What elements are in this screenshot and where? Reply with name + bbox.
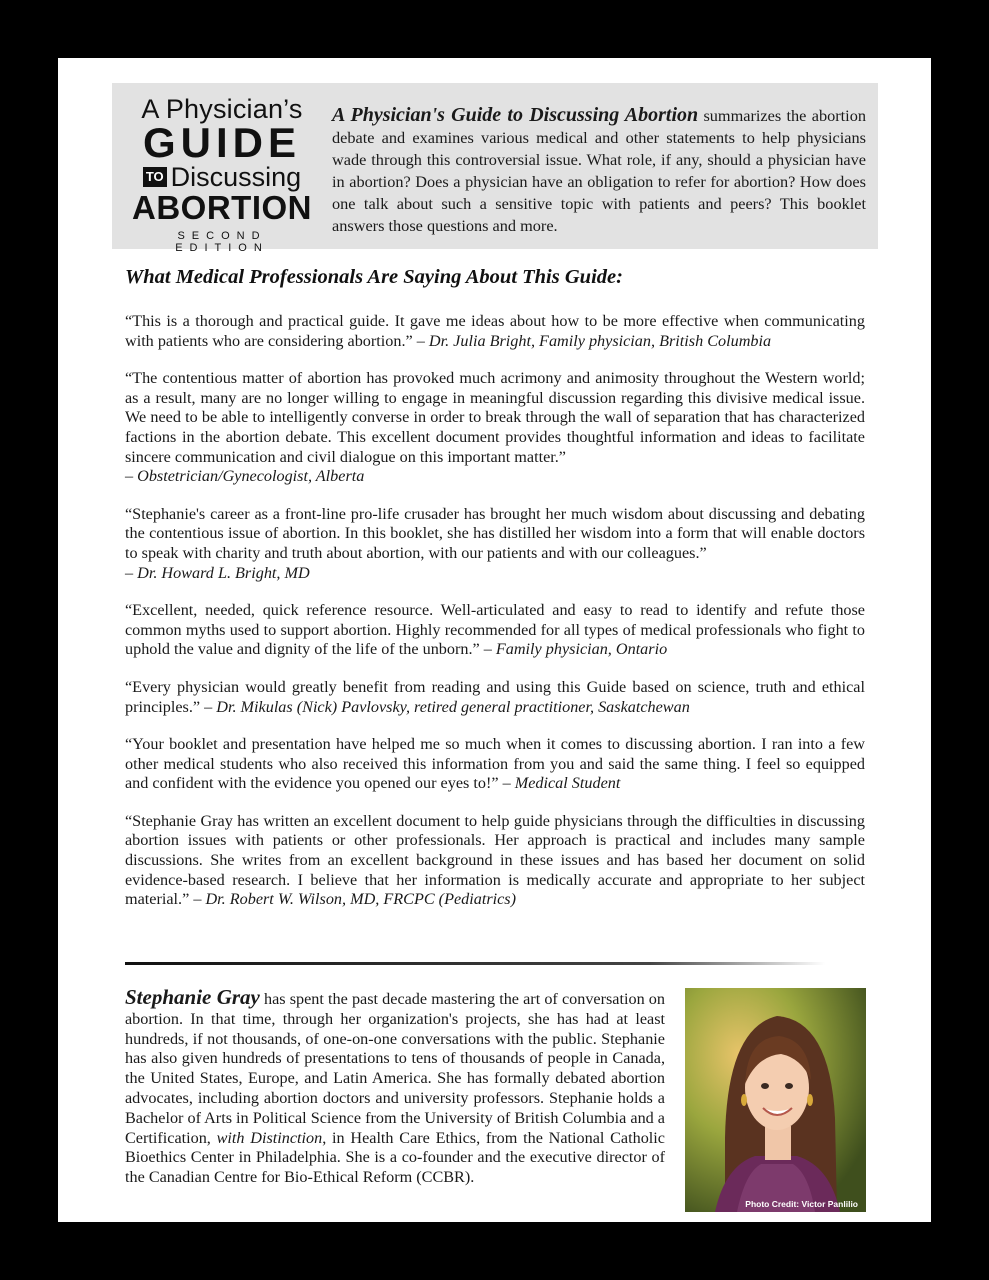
testimonial: [125, 678, 865, 717]
testimonial: [125, 735, 865, 794]
logo-edition: SECOND EDITION: [175, 230, 269, 254]
quote-attribution: – Obstetrician/Gynecologist, Alberta: [125, 467, 365, 486]
logo-line-2: GUIDE: [142, 119, 301, 166]
bio-text-1: has spent the past decade mastering the art of conversation on abortion. In that time, through her organization's projects, she has had at least hundreds, if not thousands, of one-on-one conversations with the public. Stephanie has also given hundreds of presentations to tens of thousands of people in Canada, the United States, Europe, and Latin America. She has formally debated abortion advocates, including abortion doctors and university professors. Stephanie holds a Bachelor of Arts in Political Science from the University of British Columbia and a Certification,: [125, 990, 665, 1147]
logo-to-badge: TO: [143, 167, 167, 187]
testimonial: [125, 505, 865, 583]
logo-line-1: A Physician’s: [141, 94, 303, 124]
quote-attribution: – Dr. Robert W. Wilson, MD, FRCPC (Pediatrics): [193, 890, 516, 909]
quote-text: “This is a thorough and practical guide. It gave me ideas about how to be more effective when communicating with patients who are considering abortion.”: [125, 312, 865, 350]
quote-attribution: – Dr. Howard L. Bright, MD: [125, 563, 310, 582]
logo-discussing: Discussing: [170, 162, 302, 192]
bio-emphasis: with Distinction: [216, 1128, 323, 1147]
quote-text: “Stephanie's career as a front-line pro-life crusader has brought her much wisdom about discussing and debating the contentious issue of abortion. In this booklet, she has distilled her wisdom into a form that will enable doctors to speak with charity and truth about abortion, with our patients and with our colleagues.”: [125, 504, 865, 562]
quote-text: “Stephanie Gray has written an excellent document to help guide physicians through the difficulties in discussing abortion issues with patients or other professionals. Her approach is practical and includes many sample discussions. She writes from an excellent background in these issues and has based her document on solid evidence-based research. I believe that her information is medically accurate and appropriate to her subject material.”: [125, 811, 865, 909]
logo-line-3: [128, 162, 316, 192]
quote-text: “The contentious matter of abortion has provoked much acrimony and animosity throughout the Western world; as a result, many are no longer willing to engage in meaningful discussion regarding this divisive medical issue. We need to be able to intelligently converse in order to break through the wall of separation that has characterized factions in the abortion debate. This excellent document provides thoughtful information and ideas to facilitate sincere communication and civil dialogue on this important matter.”: [125, 369, 865, 466]
quote-text: “Your booklet and presentation have helped me so much when it comes to discussing abortion. I ran into a few other medical students who also received this information from you and said the same thing. I feel so equipped and confident with the evidence you opened our eyes to!”: [125, 735, 865, 793]
testimonial: [125, 812, 865, 910]
testimonial: [125, 312, 865, 351]
quote-attribution: – Dr. Julia Bright, Family physician, British Columbia: [416, 331, 772, 350]
quote-attribution: – Family physician, Ontario: [483, 640, 668, 659]
author-bio: [125, 985, 665, 1188]
logo-line-4: ABORTION: [132, 189, 312, 226]
intro-book-title: A Physician's Guide to Discussing Abortion: [332, 104, 699, 126]
intro-text: summarizes the abortion debate and examines various medical and other statements to help physicians wade through this controversial issue. What role, if any, should a physician have in abortion? Does a physician have an obligation to refer for abortion? How does one talk about such a sensitive topic with patients and peers? This booklet answers those questions and more.: [332, 106, 866, 235]
quote-text: “Excellent, needed, quick reference resource. Well-articulated and easy to read to identify and refute those common myths used to support abortion. Highly recommended for all types of medical professionals who fight to uphold the value and dignity of the life of the unborn.”: [125, 601, 865, 659]
author-name: Stephanie Gray: [125, 985, 260, 1009]
quote-attribution: – Dr. Mikulas (Nick) Pavlovsky, retired general practitioner, Saskatchewan: [204, 697, 690, 716]
quote-attribution: – Medical Student: [502, 774, 621, 793]
testimonial: [125, 369, 865, 487]
section-title: What Medical Professionals Are Saying About This Guide:: [125, 266, 623, 288]
testimonial: [125, 601, 865, 660]
book-logo: [128, 94, 316, 254]
photo-credit: Photo Credit: Victor Panlilio: [745, 1199, 858, 1209]
intro-paragraph: [332, 104, 866, 237]
testimonials-list: [125, 312, 865, 928]
section-divider: [125, 962, 825, 965]
quote-text: “Every physician would greatly benefit from reading and using this Guide based on science, truth and ethical principles.”: [125, 677, 865, 716]
bio-text-2: , in Health Care Ethics, from the National Catholic Bioethics Center in Philadelphia. She is a co-founder and the executive director of the Canadian Centre for Bio-Ethical Reform (CCBR).: [125, 1128, 665, 1187]
document-page: [58, 58, 931, 1222]
author-photo: [685, 988, 866, 1212]
author-portrait-illustration: [685, 988, 866, 1212]
